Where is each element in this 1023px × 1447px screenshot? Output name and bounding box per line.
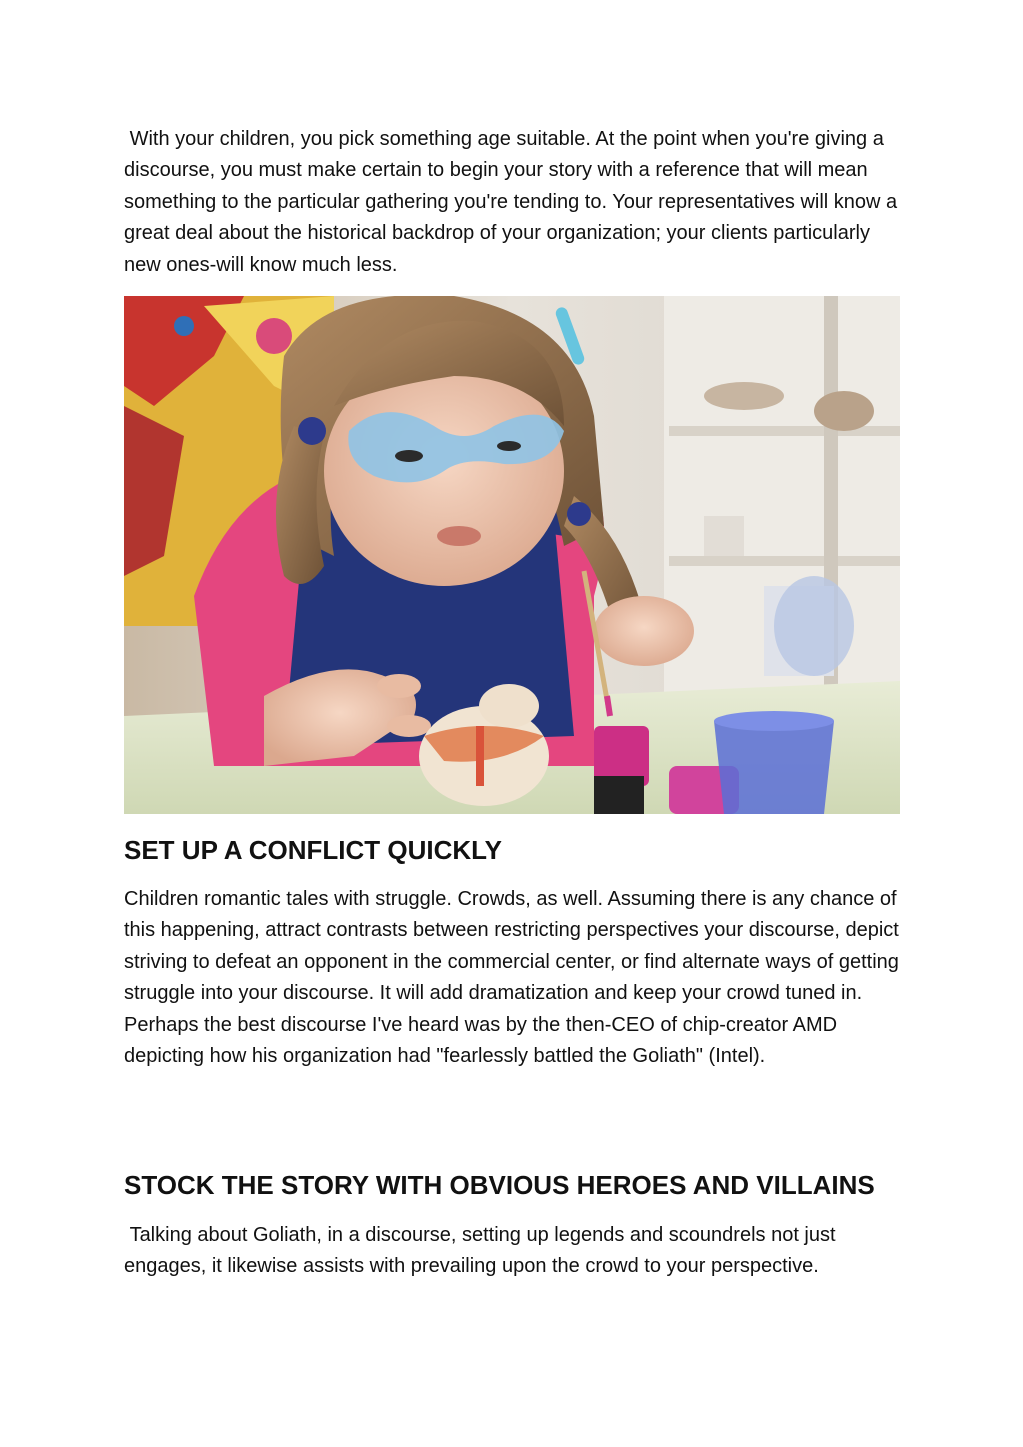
section-body-conflict: Children romantic tales with struggle. Crowds, as well. Assuming there is any chance of this happening, attract contrasts between restricting perspectives your discourse, depict striving to defeat an opponent in the commercial center, or find alternate ways of getting struggle into your discourse. It will add dramatization and keep your crowd tuned in. Perhaps the best discourse I've heard was by the then-CEO of chip-creator AMD depicting how his organization had "fearlessly battled the Goliath" (Intel). xyxy=(124,888,905,1068)
child-painting-photo xyxy=(124,296,900,814)
intro-paragraph: With your children, you pick something age suitable. At the point when you're giving a discourse, you must make certain to begin your story with a reference that will mean something to the particular gathering you're tending to. Your representatives will know a great deal about the historical backdrop of your organization; your clients particularly new ones-will know much less. xyxy=(124,128,903,276)
section-body-heroes: Talking about Goliath, in a discourse, setting up legends and scoundrels not just engages, it likewise assists with prevailing upon the crowd to your perspective. xyxy=(124,1224,842,1278)
section-heading-conflict: SET UP A CONFLICT QUICKLY xyxy=(124,835,502,865)
section-heading-heroes: STOCK THE STORY WITH OBVIOUS HEROES AND VILLAINS xyxy=(124,1170,875,1200)
